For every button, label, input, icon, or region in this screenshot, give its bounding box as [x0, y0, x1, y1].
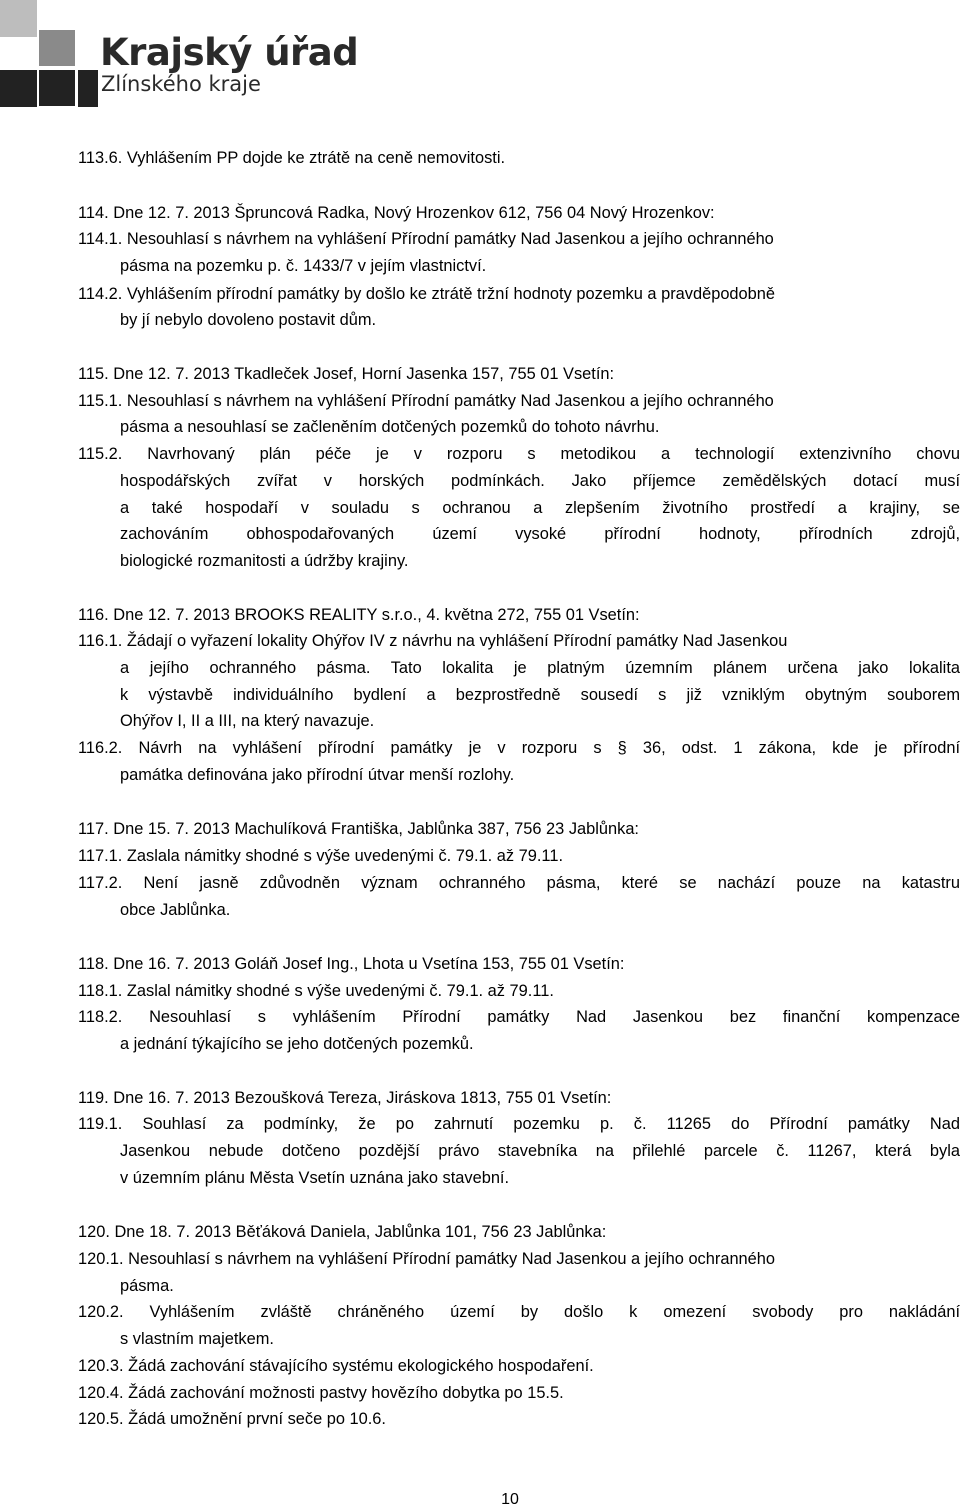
heading-120: 120. Dne 18. 7. 2013 Běťáková Daniela, Jablůnka 101, 756 23 Jablůnka:: [78, 1223, 607, 1241]
item-115-2-cont-1: hospodářských zvířat v horských podmínkách. Jako příjemce zemědělských dotací musí: [120, 472, 960, 490]
item-114-1-cont: pásma na pozemku p. č. 1433/7 v jejím vlastnictví.: [120, 257, 487, 275]
item-119-1-cont-1: Jasenkou nebude dotčeno pozdější právo stavebníka na přilehlé parcele č. 11267, která byla: [120, 1142, 960, 1160]
item-113-6: 113.6. Vyhlášením PP dojde ke ztrátě na ceně nemovitosti.: [78, 149, 506, 167]
logo-squares-icon: [0, 0, 110, 110]
item-117-2-cont: obce Jablůnka.: [120, 901, 231, 919]
item-114-2: 114.2. Vyhlášením přírodní památky by došlo ke ztrátě tržní hodnoty pozemku a pravděpodobně: [78, 285, 776, 303]
item-116-1-cont-3: Ohýřov I, II a III, na který navazuje.: [120, 712, 375, 730]
logo-title: Krajský úřad: [100, 31, 359, 74]
logo: [0, 0, 359, 110]
item-119-1: 119.1. Souhlasí za podmínky, že po zahrnutí pozemku p. č. 11265 do Přírodní památky Nad: [78, 1115, 960, 1133]
item-115-1-cont: pásma a nesouhlasí se začleněním dotčených pozemků do tohoto návrhu.: [120, 418, 660, 436]
heading-117: 117. Dne 15. 7. 2013 Machulíková Františka, Jablůnka 387, 756 23 Jablůnka:: [78, 820, 639, 838]
heading-119: 119. Dne 16. 7. 2013 Bezoušková Tereza, Jiráskova 1813, 755 01 Vsetín:: [78, 1089, 612, 1107]
item-114-1: 114.1. Nesouhlasí s návrhem na vyhlášení Přírodní památky Nad Jasenkou a jejího ochranného: [78, 230, 774, 248]
item-120-4: 120.4. Žádá zachování možnosti pastvy hovězího dobytka po 15.5.: [78, 1384, 564, 1402]
item-114-2-cont: by jí nebylo dovoleno postavit dům.: [120, 311, 377, 329]
item-116-2-cont: památka definována jako přírodní útvar menší rozlohy.: [120, 766, 515, 784]
item-117-1: 117.1. Zaslala námitky shodné s výše uvedenými č. 79.1. až 79.11.: [78, 847, 564, 865]
item-117-2: 117.2. Není jasně zdůvodněn význam ochranného pásma, které se nachází pouze na katastru: [78, 874, 960, 892]
heading-118: 118. Dne 16. 7. 2013 Goláň Josef Ing., Lhota u Vsetína 153, 755 01 Vsetín:: [78, 955, 625, 973]
item-115-2-cont-2: a také hospodaří v souladu s ochranou a zlepšením životního prostředí a krajiny, se: [120, 499, 960, 517]
item-118-1: 118.1. Zaslal námitky shodné s výše uvedenými č. 79.1. až 79.11.: [78, 982, 554, 1000]
item-116-2: 116.2. Návrh na vyhlášení přírodní památky je v rozporu s § 36, odst. 1 zákona, kde je přírodní: [78, 739, 960, 757]
heading-115: 115. Dne 12. 7. 2013 Tkadleček Josef, Horní Jasenka 157, 755 01 Vsetín:: [78, 365, 615, 383]
item-115-2-cont-4: biologické rozmanitosti a údržby krajiny.: [120, 552, 409, 570]
item-120-3: 120.3. Žádá zachování stávajícího systému ekologického hospodaření.: [78, 1357, 594, 1375]
heading-116: 116. Dne 12. 7. 2013 BROOKS REALITY s.r.o., 4. května 272, 755 01 Vsetín:: [78, 606, 640, 624]
item-120-1-cont: pásma.: [120, 1277, 174, 1295]
page-number: 10: [501, 1491, 519, 1508]
item-115-1: 115.1. Nesouhlasí s návrhem na vyhlášení Přírodní památky Nad Jasenkou a jejího ochranného: [78, 392, 774, 410]
item-119-1-cont-2: v územním plánu Města Vsetín uznána jako stavební.: [120, 1169, 510, 1187]
heading-114: 114. Dne 12. 7. 2013 Špruncová Radka, Nový Hrozenkov 612, 756 04 Nový Hrozenkov:: [78, 204, 715, 222]
item-116-1-cont-1: a jejího ochranného pásma. Tato lokalita je platným územním plánem určena jako lokalita: [120, 659, 960, 677]
logo-subtitle: Zlínského kraje: [101, 72, 261, 96]
item-120-2-cont: s vlastním majetkem.: [120, 1330, 274, 1348]
item-120-1: 120.1. Nesouhlasí s návrhem na vyhlášení Přírodní památky Nad Jasenkou a jejího ochranného: [78, 1250, 776, 1268]
item-118-2-cont: a jednání týkajícího se jeho dotčených pozemků.: [120, 1035, 474, 1053]
item-120-2: 120.2. Vyhlášením zvláště chráněného území by došlo k omezení svobody pro nakládání: [78, 1303, 960, 1321]
item-115-2: 115.2. Navrhovaný plán péče je v rozporu s metodikou a technologií extenzivního chovu: [78, 445, 960, 463]
item-120-5: 120.5. Žádá umožnění první seče po 10.6.: [78, 1410, 386, 1428]
item-118-2: 118.2. Nesouhlasí s vyhlášením Přírodní památky Nad Jasenkou bez finanční kompenzace: [78, 1008, 960, 1026]
item-116-1: 116.1. Žádají o vyřazení lokality Ohýřov IV z návrhu na vyhlášení Přírodní památky Nad Jasenkou: [78, 632, 788, 650]
item-116-1-cont-2: k výstavbě individuálního bydlení a bezprostředně sousedí s již vzniklým obytným souborem: [120, 686, 960, 704]
item-115-2-cont-3: zachováním obhospodařovaných území vysoké přírodní hodnoty, přírodních zdrojů,: [120, 525, 960, 543]
